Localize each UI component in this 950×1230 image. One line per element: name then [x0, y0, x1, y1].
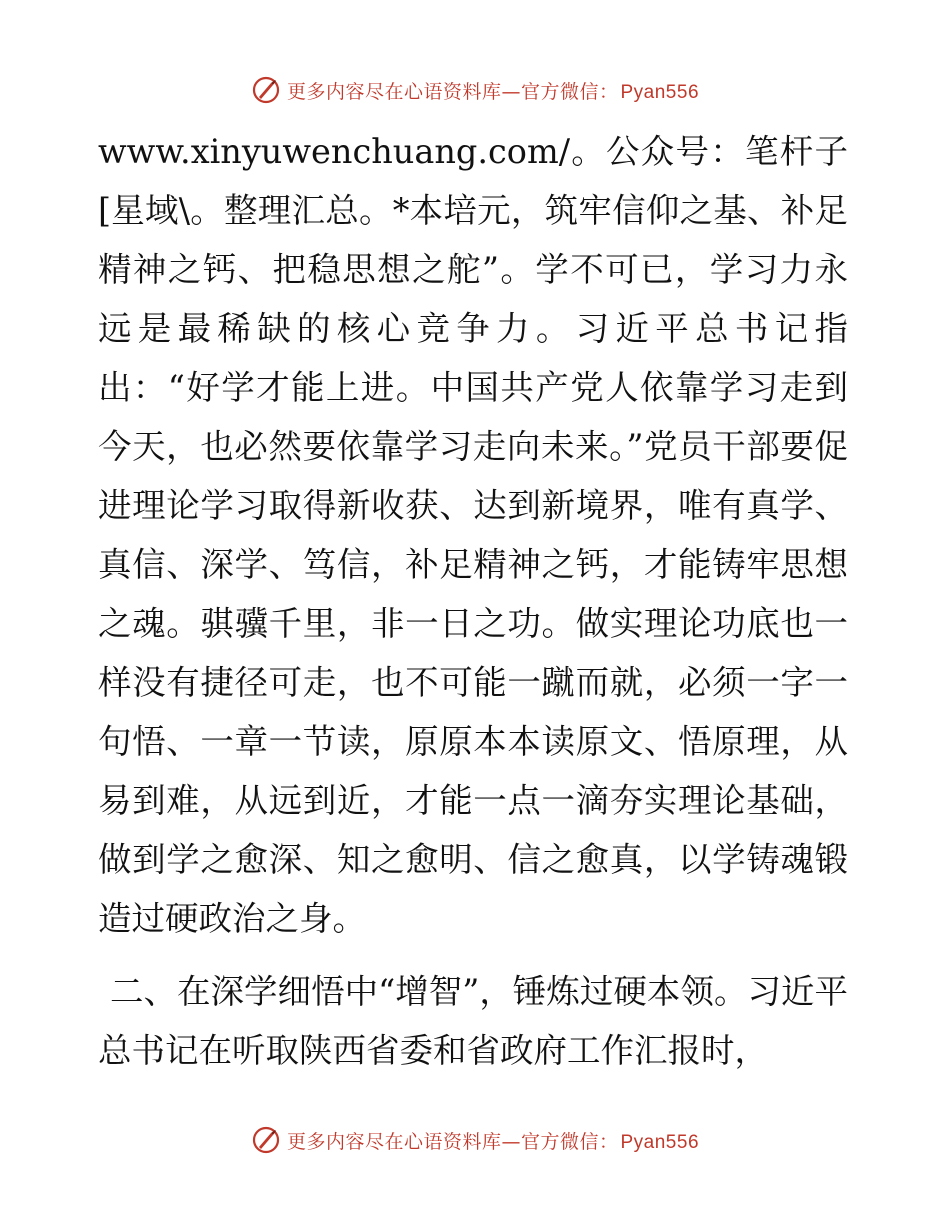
header-watermark	[0, 70, 950, 110]
watermark-label: 更多内容尽在心语资料库—官方微信：	[286, 1130, 619, 1153]
quill-logo-icon	[251, 75, 281, 105]
body-paragraph-2: 二、在深学细悟中“增智”，锤炼过硬本领。习近平总书记在听取陕西省委和省政府工作汇报时，	[98, 972, 848, 1070]
footer-watermark	[0, 1120, 950, 1160]
document-body	[98, 122, 848, 1080]
quill-logo-icon	[251, 1125, 281, 1155]
watermark-label: 更多内容尽在心语资料库—官方微信：	[286, 80, 619, 103]
footer-watermark-text	[287, 1127, 699, 1154]
watermark-wechat-id: Pyan556	[620, 81, 700, 103]
watermark-wechat-id: Pyan556	[620, 1131, 700, 1153]
header-watermark-text	[287, 77, 699, 104]
body-paragraph-1: www.xinyuwenchuang.com/。公众号：笔杆子[星域\。整理汇总。*本培元，筑牢信仰之基、补足精神之钙、把稳思想之舵”。学不可已，学习力永远是最稀缺的核心竞争力。习近平总书记指出：“好学才能上进。中国共产党人依靠学习走到今天，也必然要依靠学习走向未来。”党员干部要促进理论学习取得新收获、达到新境界，唯有真学、真信、深学、笃信，补足精神之钙，才能铸牢思想之魂。骐骥千里，非一日之功。做实理论功底也一样没有捷径可走，也不可能一蹴而就，必须一字一句悟、一章一节读，原原本本读原文、悟原理，从易到难，从远到近，才能一点一滴夯实理论基础，做到学之愈深、知之愈明、信之愈真，以学铸魂锻造过硬政治之身。	[98, 132, 848, 938]
